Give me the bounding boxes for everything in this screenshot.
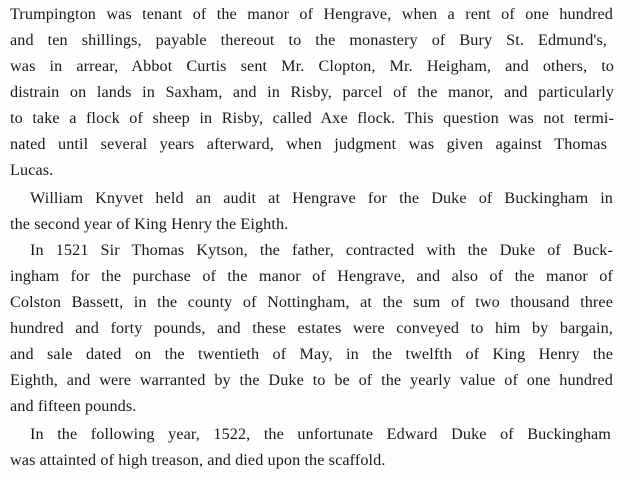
text-line: Eighth, and were warranted by the Duke to be of the yearly value of one hundred [10, 371, 613, 389]
text-line: hundred and forty pounds, and these estates were conveyed to him by bargain, [10, 319, 613, 337]
text-line: In 1521 Sir Thomas Kytson, the father, contracted with the Duke of Buck- [30, 241, 613, 259]
text-line: Trumpington was tenant of the manor of Hengrave, when a rent of one hundred [10, 5, 613, 23]
text-line: and fifteen pounds. [10, 397, 137, 415]
text-line: was in arrear, Abbot Curtis sent Mr. Clopton, Mr. Heigham, and others, to [10, 57, 614, 75]
text-line: and sale dated on the twentieth of May, in the twelfth of King Henry the [10, 345, 613, 363]
text-line: Lucas. [10, 161, 54, 179]
text-line: to take a flock of sheep in Risby, called Axe flock. This question was not termi- [10, 109, 614, 127]
text-line: Colston Bassett, in the county of Nottingham, at the sum of two thousand three [10, 293, 613, 311]
text-line: nated until several years afterward, when judgment was given against Thomas [10, 135, 607, 153]
text-line: distrain on lands in Saxham, and in Risby, parcel of the manor, and particularly [10, 83, 614, 101]
text-line: and ten shillings, payable thereout to the monastery of Bury St. Edmund's, [10, 31, 607, 49]
text-line: the second year of King Henry the Eighth. [10, 215, 289, 233]
text-line: ingham for the purchase of the manor of Hengrave, and also of the manor of [10, 267, 613, 285]
text-line: In the following year, 1522, the unfortunate Edward Duke of Buckingham [30, 425, 611, 443]
text-line: was attainted of high treason, and died upon the scaffold. [10, 451, 386, 469]
text-line: William Knyvet held an audit at Hengrave for the Duke of Buckingham in [30, 189, 613, 207]
